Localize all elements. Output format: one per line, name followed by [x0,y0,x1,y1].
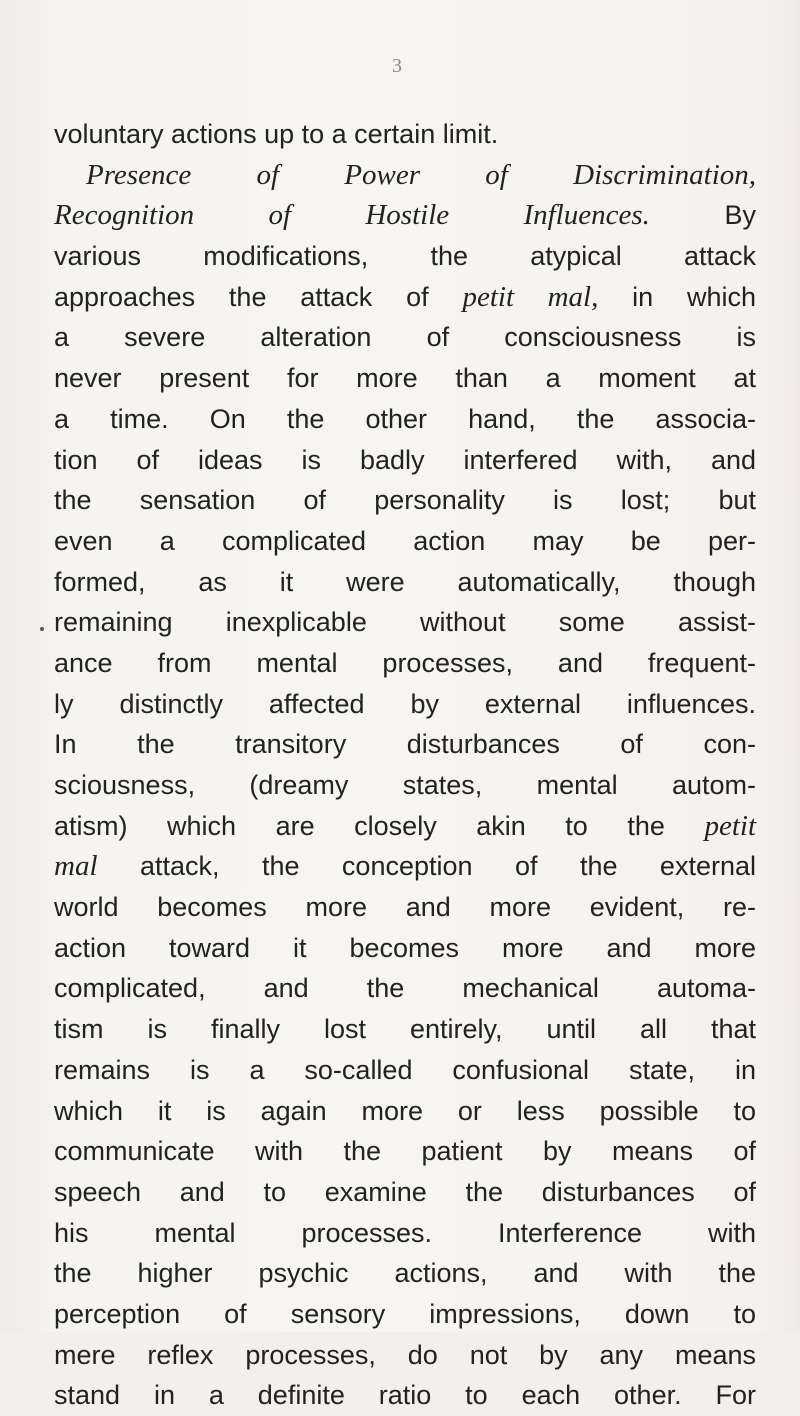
text-run: formed, as it were automatically, though [54,566,756,597]
text-line [54,480,756,521]
italic-text: Presence of Power of Discrimination, [86,158,756,191]
text-line [54,1050,756,1091]
text-run: a time. On the other hand, the associa- [54,403,756,434]
text-run: remains is a so-called confusional state, in [54,1054,756,1085]
text-run: voluntary actions up to a certain limit. [54,119,499,149]
text-run: the sensation of personality is lost; but [54,485,756,516]
text-line [54,684,756,725]
text-run: never present for more than a moment at [54,363,756,394]
text-line [54,399,756,440]
text-run: ance from mental processes, and frequent- [54,647,756,678]
text-line [54,1213,756,1254]
text-run: the higher psychic actions, and with the [54,1258,756,1289]
text-line [54,236,756,277]
text-run: atism) which are closely akin to the [54,810,705,841]
text-line [54,317,756,358]
text-run: even a complicated action may be per- [54,525,756,556]
text-run: speech and to examine the disturbances of [54,1176,756,1207]
text-run: in which [598,281,757,312]
text-line [54,562,756,603]
text-run: action toward it becomes more and more [54,932,756,963]
text-line [54,521,756,562]
text-run: tion of ideas is badly interfered with, and [54,444,756,475]
text-run: which it is again more or less possible to [54,1095,756,1126]
italic-text: Recognition of Hostile Influences. [54,199,650,232]
text-run: attack, the conception of the external [97,851,756,882]
text-line [54,1253,756,1294]
text-run: communicate with the patient by means of [54,1136,756,1167]
text-line [54,358,756,399]
text-line [54,1091,756,1132]
text-run: mere reflex processes, do not by any means [54,1339,756,1370]
text-line [54,968,756,1009]
text-run: his mental processes. Interference with [54,1217,756,1248]
text-line [54,602,756,643]
text-run: By [649,200,756,231]
body-text [54,114,756,1416]
text-line [54,765,756,806]
italic-text: petit mal, [462,280,599,313]
text-line [54,643,756,684]
text-line [54,440,756,481]
text-run: complicated, and the mechanical automa- [54,973,756,1004]
text-line [54,928,756,969]
text-run: ly distinctly affected by external influences. [54,688,756,719]
text-run: perception of sensory impressions, down to [54,1298,756,1329]
text-run: stand in a definite ratio to each other. For [54,1380,756,1411]
text-run: a severe alteration of consciousness is [54,322,756,353]
text-line [54,1294,756,1335]
text-line [54,724,756,765]
text-run: world becomes more and more evident, re- [54,892,756,923]
text-line [54,277,756,318]
text-line [54,114,756,155]
text-run: In the transitory disturbances of con- [54,729,756,760]
text-run: approaches the attack of [54,281,463,312]
italic-text: mal [54,850,98,883]
page-number: 3 [392,55,402,77]
text-line [54,1335,756,1376]
text-line [54,1009,756,1050]
margin-speck [40,627,44,631]
text-run: various modifications, the atypical attack [54,241,756,272]
text-line [54,195,756,236]
text-line [54,806,756,847]
text-line [54,846,756,887]
text-line [54,155,756,196]
text-line [54,1375,756,1416]
text-run: remaining inexplicable without some assist- [54,607,756,638]
italic-text: petit [704,809,756,842]
text-line [54,1172,756,1213]
text-run: sciousness, (dreamy states, mental autom- [54,770,756,800]
text-line [54,1131,756,1172]
text-line [54,887,756,928]
text-run: tism is finally lost entirely, until all that [54,1014,756,1045]
